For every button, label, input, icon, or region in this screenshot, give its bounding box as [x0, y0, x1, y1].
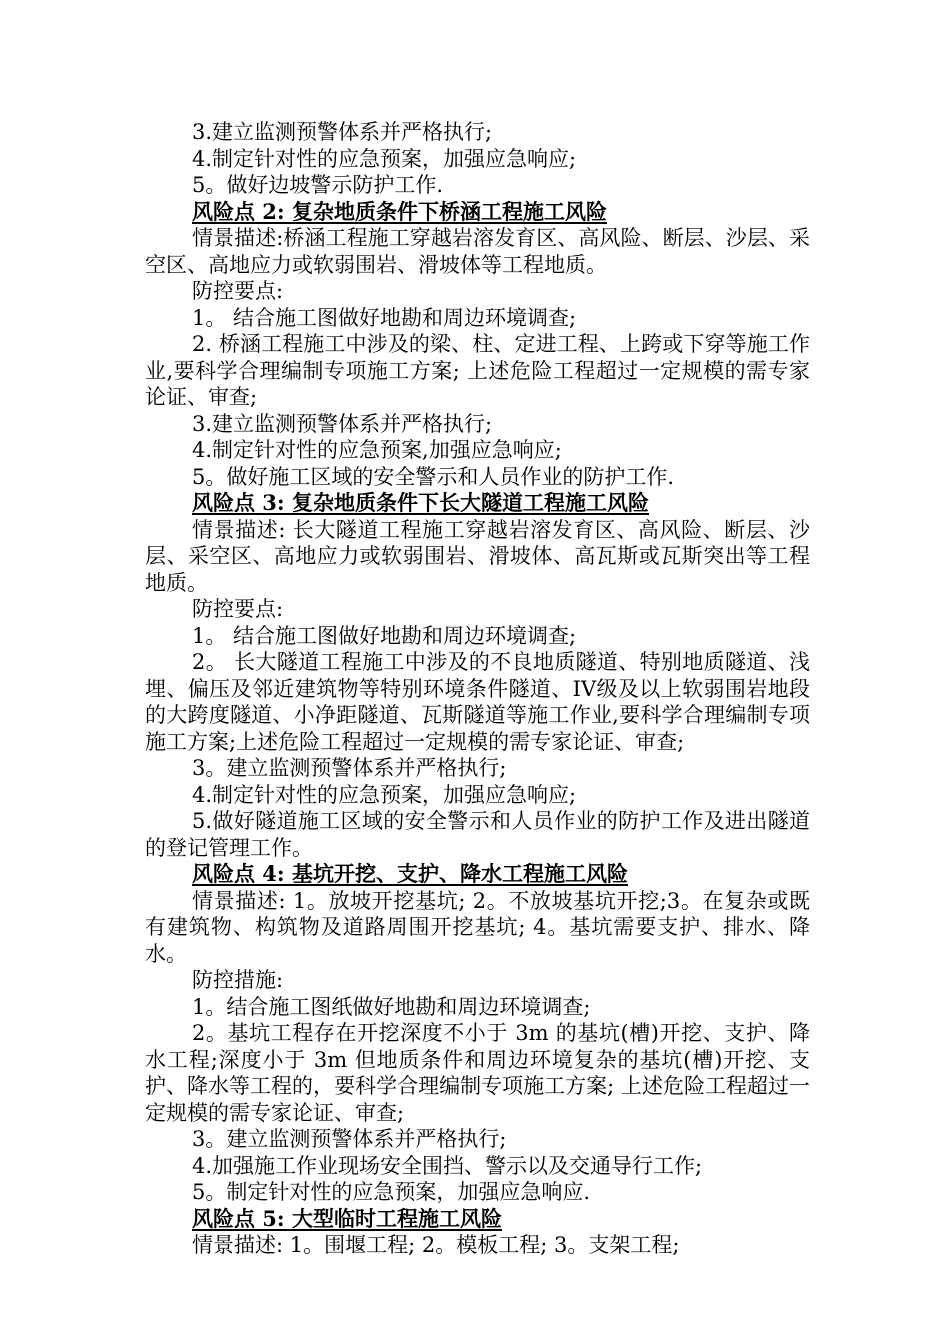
section-heading: 风险点 4: 基坑开挖、支护、降水工程施工风险: [192, 861, 628, 886]
document-body: [145, 119, 810, 1259]
body-paragraph: 2. 桥涵工程施工中涉及的梁、柱、定进工程、上跨或下穿等施工作业,要科学合理编制专项施工方案; 上述危险工程超过一定规模的需专家论证、审查;: [145, 332, 810, 409]
body-paragraph: 3。建立监测预警体系并严格执行;: [192, 756, 507, 780]
body-paragraph: 1。 结合施工图做好地勘和周边环境调查;: [192, 623, 577, 648]
body-paragraph: 4.制定针对性的应急预案,加强应急响应;: [192, 438, 562, 462]
body-paragraph: 2。基坑工程存在开挖深度不小于 3m 的基坑(槽)开挖、支护、降水工程;深度小于 3m 但地质条件和周边环境复杂的基坑(槽)开挖、支护、降水等工程的，要科学合理编制专项施工方案; 上述危险工程超过一定规模的需专家论证、审查;: [145, 1021, 810, 1125]
body-paragraph: 防控要点:: [192, 597, 284, 621]
body-paragraph: 3.建立监测预警体系并严格执行;: [192, 411, 493, 436]
body-paragraph: 3。建立监测预警体系并严格执行;: [192, 1127, 507, 1151]
body-paragraph: 情景描述: 1。放坡开挖基坑; 2。不放坡基坑开挖;3。在复杂或既有建筑物、构筑物及道路周围开挖基坑; 4。基坑需要支护、排水、降水。: [145, 888, 810, 966]
body-paragraph: 4.加强施工作业现场安全围挡、警示以及交通导行工作;: [192, 1153, 703, 1178]
body-paragraph: 情景描述: 长大隧道工程施工穿越岩溶发育区、高风险、断层、沙层、采空区、高地应力或软弱围岩、滑坡体、高瓦斯或瓦斯突出等工程地质。: [145, 517, 810, 595]
body-paragraph: 防控措施:: [192, 968, 284, 992]
body-paragraph: 2。 长大隧道工程施工中涉及的不良地质隧道、特别地质隧道、浅埋、偏压及邻近建筑物等特别环境条件隧道、IV级及以上软弱围岩地段的大跨度隧道、小净距隧道、瓦斯隧道等施工作业,要科学合理编制专项施工方案;上述危险工程超过一定规模的需专家论证、审查;: [145, 650, 810, 754]
body-paragraph: 防控要点:: [192, 279, 284, 303]
body-paragraph: 情景描述:桥涵工程施工穿越岩溶发育区、高风险、断层、沙层、采空区、高地应力或软弱围岩、滑坡体等工程地质。: [145, 226, 810, 277]
body-paragraph: 情景描述: 1。围堰工程; 2。模板工程; 3。支架工程;: [192, 1233, 680, 1257]
body-paragraph: 3.建立监测预警体系并严格执行;: [192, 120, 493, 144]
section-heading: 风险点 3: 复杂地质条件下长大隧道工程施工风险: [192, 490, 649, 515]
section-heading: 风险点 5: 大型临时工程施工风险: [192, 1205, 502, 1231]
body-paragraph: 1。结合施工图纸做好地勘和周边环境调查;: [192, 994, 591, 1019]
body-paragraph: 5。制定针对性的应急预案，加强应急响应.: [192, 1180, 591, 1204]
body-paragraph: 1。 结合施工图做好地勘和周边环境调查;: [192, 305, 577, 330]
body-paragraph: 5。做好边坡警示防护工作.: [192, 173, 444, 197]
body-paragraph: 4.制定针对性的应急预案，加强应急响应;: [192, 146, 577, 171]
body-paragraph: 5.做好隧道施工区域的安全警示和人员作业的防护工作及进出隧道的登记管理工作。: [145, 809, 810, 860]
body-paragraph: 5。做好施工区域的安全警示和人员作业的防护工作.: [192, 464, 675, 489]
body-paragraph: 4.制定针对性的应急预案，加强应急响应;: [192, 782, 577, 807]
section-heading: 风险点 2: 复杂地质条件下桥涵工程施工风险: [192, 198, 607, 224]
